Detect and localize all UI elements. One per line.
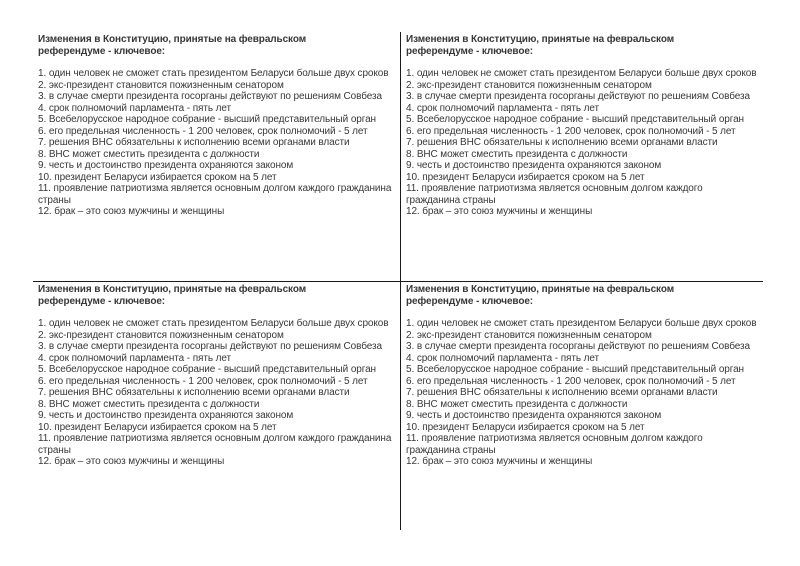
list-item: 12. брак – это союз мужчины и женщины [406, 456, 593, 467]
list-item: 5. Всебелорусское народное собрание - высший представительный орган [38, 364, 376, 375]
list-item: 1. один человек не сможет стать президентом Беларуси больше двух сроков [38, 68, 389, 79]
list-item: 5. Всебелорусское народное собрание - высший представительный орган [38, 114, 376, 125]
list-item: 1. один человек не сможет стать президентом Беларуси больше двух сроков [406, 318, 757, 329]
table-cell-top-right [401, 32, 763, 282]
list-item: 6. его предельная численность - 1 200 человек, срок полномочий - 5 лет [406, 125, 736, 137]
cell-heading: Изменения в Конституцию, принятые на февральском референдуме - ключевое: [38, 284, 306, 307]
cell-items [38, 68, 395, 218]
list-item: 10. президент Беларуси избирается сроком на 5 лет [38, 421, 277, 433]
list-item: 6. его предельная численность - 1 200 человек, срок полномочий - 5 лет [38, 125, 368, 137]
cell-heading: Изменения в Конституцию, принятые на февральском референдуме - ключевое: [406, 34, 674, 57]
table-cell-bottom-left [33, 282, 401, 530]
list-item: 5. Всебелорусское народное собрание - высший представительный орган [406, 114, 744, 125]
table-cell-bottom-right [401, 282, 763, 530]
cell-items [406, 68, 758, 218]
list-item: 12. брак – это союз мужчины и женщины [406, 206, 593, 217]
list-item: 9. честь и достоинство президента охраняются законом [406, 410, 662, 421]
list-item: 11. проявление патриотизма является основным долгом каждого гражданина страны [38, 433, 392, 456]
list-item: 9. честь и достоинство президента охраняются законом [38, 160, 294, 171]
cell-items [38, 318, 395, 468]
list-item: 11. проявление патриотизма является основным долгом каждого гражданина страны [406, 433, 703, 456]
cell-items [406, 318, 758, 468]
list-item: 6. его предельная численность - 1 200 человек, срок полномочий - 5 лет [406, 375, 736, 387]
list-item: 3. в случае смерти президента госорганы действуют по решениям Совбеза [38, 341, 382, 352]
list-item: 10. президент Беларуси избирается сроком на 5 лет [38, 171, 277, 183]
cell-heading: Изменения в Конституцию, принятые на февральском референдуме - ключевое: [406, 284, 674, 307]
list-item: 4. срок полномочий парламента - пять лет [38, 102, 231, 114]
list-item: 4. срок полномочий парламента - пять лет [406, 352, 599, 364]
changes-table [33, 32, 763, 530]
list-item: 1. один человек не сможет стать президентом Беларуси больше двух сроков [38, 318, 389, 329]
list-item: 4. срок полномочий парламента - пять лет [38, 352, 231, 364]
list-item: 5. Всебелорусское народное собрание - высший представительный орган [406, 364, 744, 375]
list-item: 2. экс-президент становится пожизненным сенатором [38, 329, 284, 341]
list-item: 8. ВНС может сместить президента с должности [406, 398, 628, 410]
cell-heading: Изменения в Конституцию, принятые на февральском референдуме - ключевое: [38, 34, 306, 57]
list-item: 3. в случае смерти президента госорганы действуют по решениям Совбеза [38, 91, 382, 102]
list-item: 8. ВНС может сместить президента с должности [406, 148, 628, 160]
list-item: 3. в случае смерти президента госорганы действуют по решениям Совбеза [406, 91, 750, 102]
list-item: 9. честь и достоинство президента охраняются законом [406, 160, 662, 171]
list-item: 12. брак – это союз мужчины и женщины [38, 456, 225, 467]
list-item: 7. решения ВНС обязательны к исполнению всеми органами власти [38, 387, 350, 398]
list-item: 10. президент Беларуси избирается сроком на 5 лет [406, 421, 645, 433]
list-item: 8. ВНС может сместить президента с должности [38, 398, 260, 410]
list-item: 11. проявление патриотизма является основным долгом каждого гражданина страны [38, 183, 392, 206]
list-item: 2. экс-президент становится пожизненным сенатором [38, 79, 284, 91]
list-item: 7. решения ВНС обязательны к исполнению всеми органами власти [406, 137, 718, 148]
table-cell-top-left [33, 32, 401, 282]
list-item: 12. брак – это союз мужчины и женщины [38, 206, 225, 217]
list-item: 9. честь и достоинство президента охраняются законом [38, 410, 294, 421]
list-item: 2. экс-президент становится пожизненным сенатором [406, 79, 652, 91]
list-item: 8. ВНС может сместить президента с должности [38, 148, 260, 160]
list-item: 6. его предельная численность - 1 200 человек, срок полномочий - 5 лет [38, 375, 368, 387]
list-item: 10. президент Беларуси избирается сроком на 5 лет [406, 171, 645, 183]
list-item: 7. решения ВНС обязательны к исполнению всеми органами власти [38, 137, 350, 148]
list-item: 2. экс-президент становится пожизненным сенатором [406, 329, 652, 341]
list-item: 1. один человек не сможет стать президентом Беларуси больше двух сроков [406, 68, 757, 79]
list-item: 4. срок полномочий парламента - пять лет [406, 102, 599, 114]
list-item: 3. в случае смерти президента госорганы действуют по решениям Совбеза [406, 341, 750, 352]
list-item: 11. проявление патриотизма является основным долгом каждого гражданина страны [406, 183, 703, 206]
list-item: 7. решения ВНС обязательны к исполнению всеми органами власти [406, 387, 718, 398]
